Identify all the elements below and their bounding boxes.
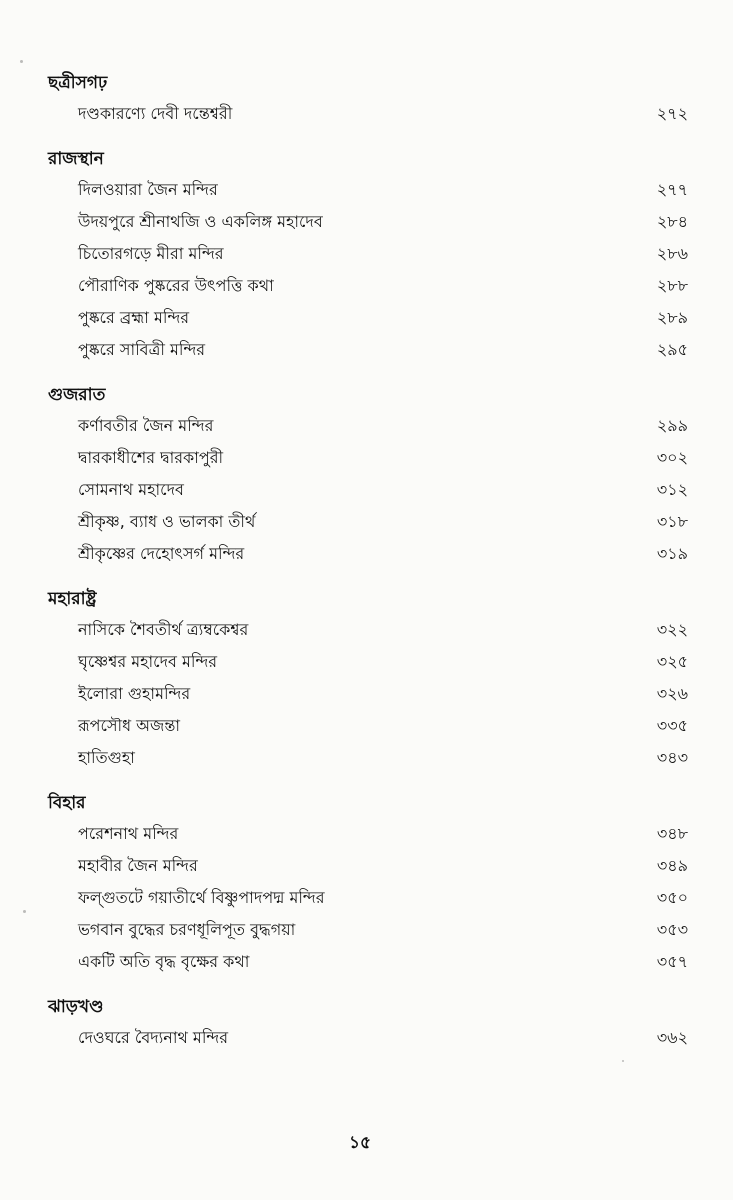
entry-page-number: ২৭২: [656, 104, 688, 123]
toc-entry: [48, 710, 688, 742]
entry-title: পুষ্করে ব্রহ্মা মন্দির: [78, 308, 190, 327]
entry-title: পুষ্করে সাবিত্রী মন্দির: [78, 340, 206, 359]
entry-title: রূপসৌধ অজন্তা: [78, 716, 180, 735]
toc-entry: [48, 270, 688, 302]
entry-page-number: ৩৬২: [656, 1028, 688, 1047]
toc-entry: [48, 238, 688, 270]
section-title: ছত্রীসগঢ়: [48, 73, 108, 93]
entry-title: উদয়পুরে শ্রীনাথজি ও একলিঙ্গ মহাদেব: [78, 212, 323, 231]
print-speck: [622, 1060, 624, 1062]
page-number: ১৫: [348, 1133, 372, 1153]
entry-title: ঘৃষ্ণেশ্বর মহাদেব মন্দির: [78, 652, 218, 671]
entry-page-number: ৩৫৩: [656, 920, 688, 939]
toc-entry: [48, 410, 688, 442]
entry-title: নাসিকে শৈবতীর্থ ত্র্যম্বকেশ্বর: [78, 620, 249, 639]
entry-title: পৌরাণিক পুষ্করের উৎপত্তি কথা: [78, 276, 274, 295]
entry-page-number: ২৮৮: [656, 276, 688, 295]
entry-page-number: ৩৪৩: [656, 748, 688, 767]
entry-page-number: ৩৩৫: [656, 716, 688, 735]
entry-title: দেওঘরে বৈদ্যনাথ মন্দির: [78, 1028, 229, 1047]
entry-page-number: ৩১২: [656, 480, 688, 499]
print-speck: [23, 910, 26, 913]
toc-entry: [48, 882, 688, 914]
entry-page-number: ২৮৬: [656, 244, 688, 263]
toc-entry: [48, 914, 688, 946]
entry-page-number: ৩০২: [656, 448, 688, 467]
entry-page-number: ২৮৪: [656, 212, 688, 231]
entry-page-number: ৩৪৯: [656, 856, 688, 875]
entry-title: মহাবীর জৈন মন্দির: [78, 856, 198, 875]
entry-page-number: ৩১৮: [656, 512, 688, 531]
toc-entry: [48, 946, 688, 978]
entry-page-number: ৩৫০: [656, 888, 688, 907]
entry-title: চিতোরগড়ে মীরা মন্দির: [78, 244, 224, 263]
toc-entry: [48, 818, 688, 850]
entry-title: শ্রীকৃষ্ণ, ব্যাধ ও ভালকা তীর্থ: [78, 512, 256, 531]
toc-entry: [48, 98, 688, 130]
toc-section-rajasthan: [48, 144, 688, 366]
table-of-contents: [48, 68, 688, 1068]
toc-section-jharkhand: [48, 992, 688, 1054]
toc-entry: [48, 850, 688, 882]
section-title: ঝাড়খণ্ড: [48, 997, 104, 1017]
entry-title: ইলোরা গুহামন্দির: [78, 684, 191, 703]
toc-entry: [48, 538, 688, 570]
entry-page-number: ৩২৬: [656, 684, 688, 703]
toc-entry: [48, 678, 688, 710]
toc-entry: [48, 506, 688, 538]
toc-entry: [48, 334, 688, 366]
toc-entry: [48, 1022, 688, 1054]
entry-title: দ্বারকাধীশের দ্বারকাপুরী: [78, 448, 224, 467]
toc-section-maharashtra: [48, 584, 688, 774]
entry-title: কর্ণাবতীর জৈন মন্দির: [78, 416, 214, 435]
toc-entry: [48, 174, 688, 206]
entry-page-number: ৩২৫: [656, 652, 688, 671]
toc-entry: [48, 742, 688, 774]
entry-page-number: ২৮৯: [656, 308, 688, 327]
entry-page-number: ৩৪৮: [656, 824, 688, 843]
entry-title: সোমনাথ মহাদেব: [78, 480, 184, 499]
entry-title: ভগবান বুদ্ধের চরণধূলিপূত বুদ্ধগয়া: [78, 920, 296, 939]
section-title: বিহার: [48, 793, 86, 813]
entry-page-number: ২৯৯: [656, 416, 688, 435]
toc-entry: [48, 442, 688, 474]
entry-page-number: ২৭৭: [656, 180, 688, 199]
entry-page-number: ৩২২: [656, 620, 688, 639]
entry-title: দিলওয়ারা জৈন মন্দির: [78, 180, 218, 199]
entry-title: পরেশনাথ মন্দির: [78, 824, 179, 843]
entry-page-number: ৩১৯: [656, 544, 688, 563]
toc-section-chhattisgarh: [48, 68, 688, 130]
toc-entry: [48, 614, 688, 646]
section-title: গুজরাত: [48, 385, 106, 405]
entry-title: ফল্গুতটে গয়াতীর্থে বিষ্ণুপাদপদ্ম মন্দির: [78, 888, 325, 907]
section-title: মহারাষ্ট্র: [48, 589, 97, 609]
toc-entry: [48, 646, 688, 678]
toc-entry: [48, 206, 688, 238]
entry-title: একটি অতি বৃদ্ধ বৃক্ষের কথা: [78, 952, 250, 971]
entry-page-number: ৩৫৭: [656, 952, 688, 971]
section-title: রাজস্থান: [48, 149, 104, 169]
entry-title: শ্রীকৃষ্ণের দেহোৎসর্গ মন্দির: [78, 544, 245, 563]
entry-page-number: ২৯৫: [656, 340, 688, 359]
toc-entry: [48, 474, 688, 506]
toc-section-gujarat: [48, 380, 688, 570]
toc-section-bihar: [48, 788, 688, 978]
toc-entry: [48, 302, 688, 334]
entry-title: দণ্ডকারণ্যে দেবী দন্তেশ্বরী: [78, 104, 233, 123]
print-speck: [20, 60, 23, 63]
entry-title: হাতিগুহা: [78, 748, 135, 767]
